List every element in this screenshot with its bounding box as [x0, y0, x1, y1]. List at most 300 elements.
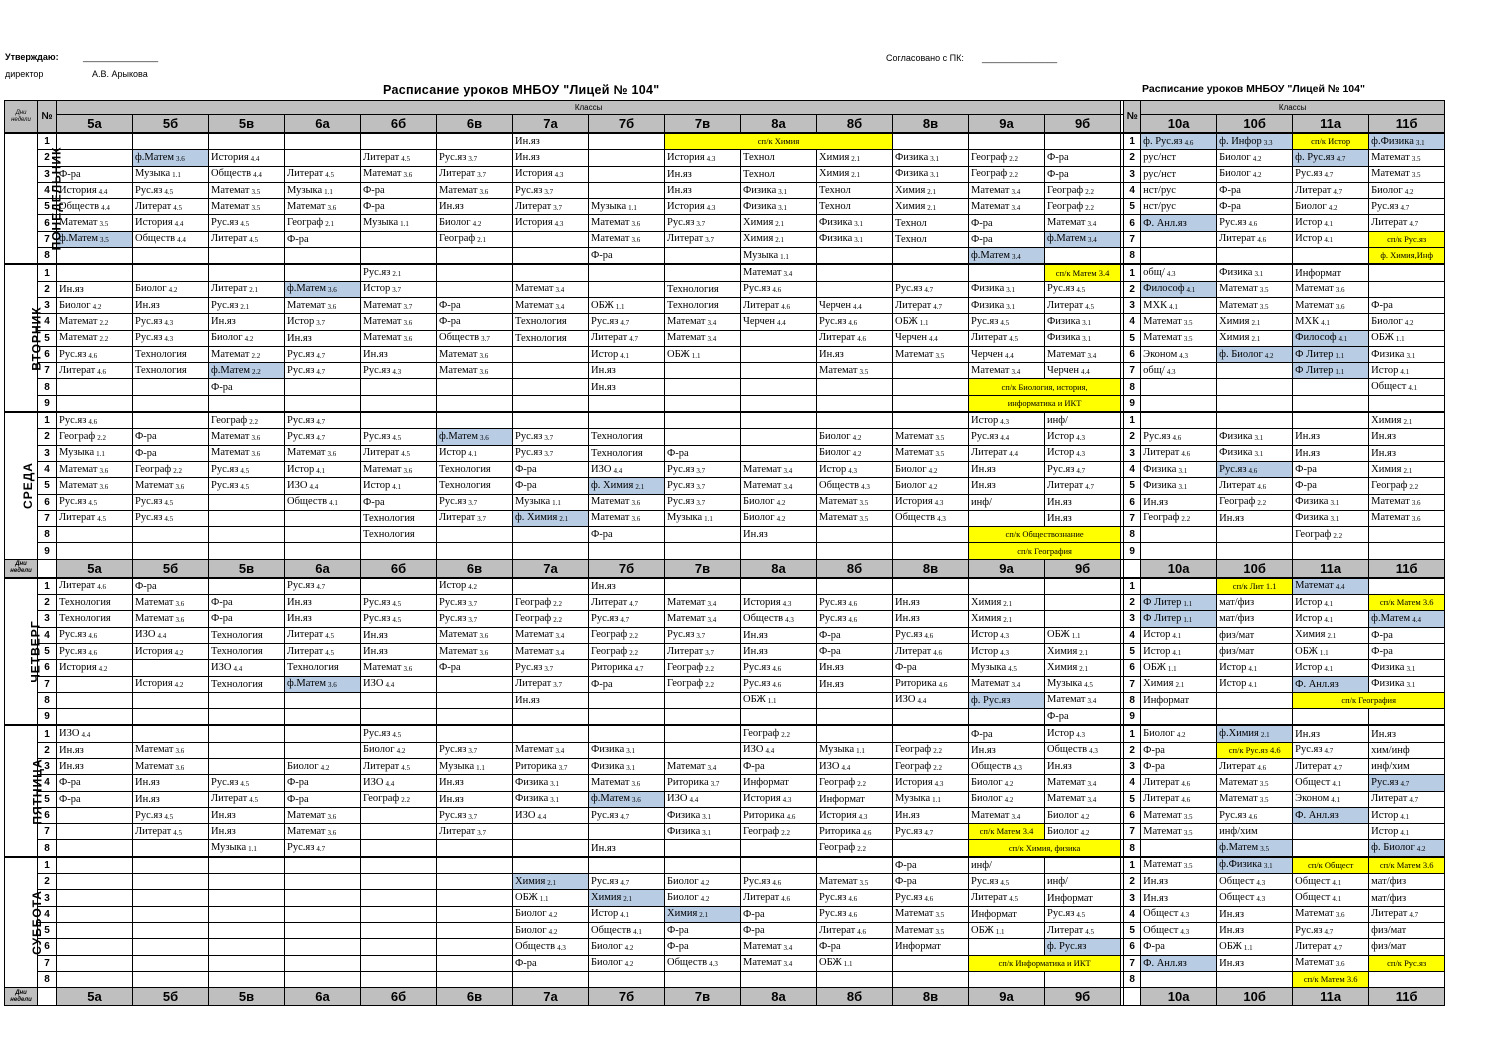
room-number: 4.2	[1404, 187, 1414, 196]
lesson-cell	[893, 906, 969, 922]
room-number: 4.6	[1257, 482, 1267, 491]
lesson-cell	[1369, 330, 1445, 346]
lesson-subject: Литерат	[1219, 233, 1256, 245]
lesson-subject: Биолог	[971, 793, 1003, 805]
room-number: 3.6	[327, 203, 337, 212]
class-header: 8а	[741, 988, 817, 1006]
lesson-subject: Литерат	[1219, 760, 1256, 772]
lesson-cell	[589, 182, 665, 198]
lesson-cell	[589, 660, 665, 676]
lesson-cell: ф. Рус.яз	[969, 692, 1045, 708]
lesson-cell	[513, 874, 589, 890]
lesson-subject: Рус.яз	[135, 332, 163, 344]
day-name	[5, 725, 45, 856]
lesson-subject: Истор	[1371, 809, 1399, 821]
lesson-cell	[1293, 758, 1369, 774]
room-number: 4.2	[1252, 171, 1262, 180]
lesson-subject: Биолог	[1219, 151, 1251, 163]
lesson-cell	[361, 692, 437, 708]
room-number: 4.6	[933, 648, 942, 657]
lesson-cell: Ф-ра	[1369, 643, 1445, 659]
room-number: 4.3	[554, 171, 564, 180]
lesson-subject: Рус.яз	[363, 728, 391, 740]
lesson-cell	[665, 758, 741, 774]
room-number: 2.2	[1181, 515, 1191, 524]
lesson-subject: Химия	[1047, 645, 1078, 657]
lesson-cell	[513, 709, 589, 726]
lesson-cell	[513, 643, 589, 659]
lesson-cell: Ф-ра	[893, 660, 969, 676]
lesson-number: 1	[1124, 264, 1141, 281]
lesson-number: 4	[38, 906, 57, 922]
lesson-cell	[741, 478, 817, 494]
lesson-subject: Истор	[1295, 217, 1323, 229]
room-number: 4.4	[777, 318, 786, 327]
lesson-cell	[1293, 775, 1369, 791]
lesson-subject: Математ	[819, 875, 858, 887]
room-number: 3.4	[783, 482, 793, 491]
lesson-cell: Ф-ра	[437, 660, 513, 676]
room-number: 2.2	[781, 731, 790, 740]
lesson-cell	[817, 824, 893, 840]
lesson-subject: Математ	[515, 299, 554, 311]
lesson-subject: Химия	[1219, 332, 1250, 344]
lesson-cell: Ин.яз	[1217, 955, 1293, 971]
lesson-subject: Рус.яз	[591, 809, 619, 821]
room-number: 3.7	[558, 763, 568, 772]
lesson-subject: ОБЖ	[667, 348, 690, 360]
class-header: 9а	[969, 988, 1045, 1006]
room-number: 3.5	[935, 351, 945, 360]
lesson-cell	[1045, 314, 1121, 330]
lesson-subject: Физика	[515, 793, 549, 805]
room-number: 3.5	[859, 515, 869, 524]
lesson-subject: Истор	[1143, 645, 1171, 657]
lesson-cell	[437, 264, 513, 281]
lesson-subject: ИЗО	[363, 776, 384, 788]
room-number: 2.2	[553, 615, 562, 624]
lesson-cell	[437, 281, 513, 297]
lesson-cell	[209, 775, 285, 791]
lesson-cell	[1293, 182, 1369, 198]
lesson-cell: Ф-ра	[133, 445, 209, 461]
lesson-subject: ф.Матем	[1219, 842, 1259, 854]
room-number: 4.5	[240, 466, 250, 475]
lesson-cell	[665, 676, 741, 692]
room-number: 4.6	[1181, 779, 1191, 788]
room-number: 4.4	[689, 796, 699, 805]
lesson-cell	[437, 890, 513, 906]
room-number: 4.3	[1180, 911, 1190, 920]
lesson-cell	[1369, 281, 1445, 297]
lesson-cell: Технология	[589, 429, 665, 445]
lesson-cell	[1293, 527, 1369, 543]
lesson-cell	[1045, 445, 1121, 461]
lesson-subject: ОБЖ	[1371, 332, 1394, 344]
lesson-subject: Географ	[743, 728, 780, 740]
room-number: 3.6	[403, 171, 413, 180]
lesson-cell	[133, 166, 209, 182]
lesson-cell: Ин.яз	[209, 314, 285, 330]
room-number: 3.6	[403, 335, 413, 344]
lesson-cell	[513, 857, 589, 874]
lesson-subject: ф.Матем	[591, 793, 631, 805]
lesson-cell	[57, 807, 133, 823]
room-number: 3.5	[1259, 286, 1269, 295]
lesson-subject: Рус.яз	[895, 825, 923, 837]
lesson-cell	[893, 314, 969, 330]
lesson-cell	[285, 922, 361, 938]
room-number: 4.6	[97, 367, 106, 376]
lesson-cell: Ф-ра	[285, 231, 361, 247]
room-number: 3.4	[1011, 203, 1021, 212]
lesson-cell	[741, 840, 817, 857]
lesson-subject: Рус.яз	[363, 596, 391, 608]
lesson-cell	[893, 775, 969, 791]
lesson-subject: Математ	[363, 299, 402, 311]
room-number: 4.1	[1248, 681, 1258, 690]
lesson-subject: Истор	[1219, 678, 1247, 690]
lesson-cell	[437, 248, 513, 265]
room-number: 4.7	[629, 335, 638, 344]
lesson-cell	[437, 494, 513, 510]
lesson-cell: Ин.яз	[665, 182, 741, 198]
lesson-cell	[1293, 611, 1369, 627]
lesson-cell	[437, 709, 513, 726]
lesson-cell	[285, 133, 361, 150]
room-number: 4.6	[924, 895, 934, 903]
lesson-subject: Математ	[591, 233, 630, 245]
lesson-cell	[361, 595, 437, 611]
room-number: 4.6	[772, 286, 782, 295]
room-number: 4.6	[97, 583, 106, 592]
room-number: 4.5	[325, 648, 334, 657]
lesson-subject: Ф Литер	[1143, 612, 1182, 624]
lesson-subject: Математ	[1371, 168, 1410, 180]
lesson-cell	[209, 199, 285, 215]
room-number: 3.1	[778, 203, 788, 212]
lesson-number: 8	[38, 971, 57, 987]
room-number: 4.3	[934, 779, 944, 788]
lesson-cell: Ф-ра	[741, 922, 817, 938]
lesson-cell	[893, 824, 969, 840]
lesson-subject: Литерат	[1371, 217, 1408, 229]
room-number: 2.1	[1003, 599, 1013, 608]
lesson-cell	[133, 874, 209, 890]
lesson-subject: ф.Матем	[287, 678, 327, 690]
lesson-subject: Истор	[1371, 364, 1399, 376]
lesson-subject: Математ	[667, 760, 706, 772]
lesson-subject: Рус.яз	[287, 430, 315, 442]
lesson-subject: Истор	[1295, 596, 1323, 608]
lesson-cell	[1141, 906, 1217, 922]
room-number: 4.5	[392, 731, 402, 740]
lesson-cell	[57, 510, 133, 526]
lesson-cell	[57, 297, 133, 313]
lesson-subject: ф. Рус.яз	[1295, 151, 1335, 163]
room-number: 2.1	[392, 270, 402, 279]
room-number: 4.3	[782, 796, 792, 805]
room-number: 4.5	[1009, 895, 1018, 903]
lesson-cell: Ин.яз	[1369, 429, 1445, 445]
room-number: 4.3	[554, 220, 564, 229]
lesson-subject: Биолог	[819, 430, 851, 442]
lesson-subject: Ф Литер	[1143, 596, 1182, 608]
lesson-cell: Ин.яз	[1369, 445, 1445, 461]
lesson-subject: Химия	[1371, 414, 1402, 426]
lesson-cell	[57, 955, 133, 971]
lesson-cell	[893, 692, 969, 708]
lesson-cell	[57, 692, 133, 708]
room-number: 4.1	[1400, 367, 1410, 376]
room-number: 4.4	[1412, 615, 1421, 624]
lesson-cell	[513, 595, 589, 611]
day-name	[5, 133, 64, 264]
lesson-cell	[1217, 346, 1293, 362]
room-number: 4.3	[706, 154, 716, 163]
lesson-cell	[969, 346, 1045, 362]
lesson-subject: ОБЖ	[1219, 940, 1242, 952]
room-number: 4.3	[1256, 878, 1266, 887]
lesson-subject: Математ	[819, 364, 858, 376]
room-number: 4.1	[620, 911, 629, 920]
class-header: 10а	[1141, 988, 1217, 1006]
lesson-subject: Ф Литер	[1295, 348, 1334, 360]
lesson-cell	[817, 461, 893, 477]
lesson-cell	[741, 955, 817, 971]
lesson-subject: Рус.яз	[439, 612, 467, 624]
lesson-cell: Ин.яз	[57, 742, 133, 758]
table-row	[5, 791, 1445, 807]
lesson-subject: Рус.яз	[135, 512, 163, 524]
lesson-cell	[589, 330, 665, 346]
lesson-cell	[1141, 133, 1217, 150]
room-number: 4.7	[1409, 220, 1419, 229]
lesson-subject: Математ	[667, 612, 706, 624]
lesson-subject: ИЗО	[591, 463, 612, 475]
room-number: 1.1	[767, 697, 777, 706]
lesson-number: 7	[38, 676, 57, 692]
lesson-cell	[437, 676, 513, 692]
lesson-subject: Математ	[59, 315, 98, 327]
lesson-cell	[513, 906, 589, 922]
lesson-cell	[969, 150, 1045, 166]
lesson-cell	[1293, 150, 1369, 166]
lesson-subject: Литерат	[515, 200, 552, 212]
room-number: 2.2	[1009, 154, 1018, 163]
lesson-cell	[893, 890, 969, 906]
lesson-cell	[513, 939, 589, 955]
room-number: 3.5	[859, 878, 869, 887]
lesson-number: 3	[1124, 611, 1141, 627]
room-number: 2.2	[1409, 482, 1419, 491]
class-header: 7б	[589, 115, 665, 134]
lesson-cell	[1141, 676, 1217, 692]
lesson-subject: Рус.яз	[591, 315, 619, 327]
lesson-subject: Математ	[515, 629, 554, 641]
lesson-cell: Ин.яз	[361, 643, 437, 659]
lesson-subject: Рус.яз	[1219, 217, 1247, 229]
lesson-cell	[893, 478, 969, 494]
lesson-number: 8	[1124, 692, 1141, 708]
lesson-cell: Ф-ра	[57, 791, 133, 807]
lesson-subject: ОБЖ	[1047, 629, 1070, 641]
lesson-number: 2	[1124, 281, 1141, 297]
lesson-cell	[57, 676, 133, 692]
room-number: 2.1	[325, 220, 334, 229]
lesson-subject: Физика	[819, 217, 853, 229]
lesson-cell	[209, 297, 285, 313]
lesson-cell	[1045, 281, 1121, 297]
class-header: 5в	[209, 988, 285, 1006]
lesson-number: 7	[38, 824, 57, 840]
room-number: 3.4	[555, 747, 565, 756]
lesson-subject: Математ	[591, 512, 630, 524]
lesson-cell	[209, 215, 285, 231]
lesson-cell	[1141, 248, 1217, 265]
room-number: 4.7	[1333, 763, 1343, 772]
lesson-number: 9	[1124, 543, 1141, 559]
lesson-subject: Математ	[439, 629, 478, 641]
room-number: 4.6	[938, 681, 948, 690]
lesson-cell: сп/к Обществознание	[969, 527, 1121, 543]
page-title-right: Расписание уроков МНБОУ "Лицей № 104"	[1142, 83, 1365, 95]
lesson-number: 2	[1124, 150, 1141, 166]
lesson-cell	[285, 264, 361, 281]
room-number: 4.3	[709, 960, 718, 969]
lesson-subject: Химия	[1047, 661, 1078, 673]
lesson-subject: Обществ	[439, 332, 480, 344]
lesson-cell	[1141, 363, 1217, 379]
lesson-cell: нст/рус	[1141, 199, 1217, 215]
lesson-cell	[133, 627, 209, 643]
room-number: 4.5	[401, 450, 410, 459]
lesson-subject: Рус.яз	[1371, 200, 1399, 212]
lesson-cell: Ф-ра	[589, 248, 665, 265]
lesson-subject: Рус.яз	[1295, 744, 1323, 756]
lesson-subject: История	[515, 168, 553, 180]
lesson-subject: Математ	[1143, 315, 1182, 327]
room-number: 3.5	[935, 927, 945, 936]
lesson-subject: Биолог	[59, 299, 91, 311]
lesson-subject: Математ	[971, 809, 1010, 821]
lesson-cell	[1293, 922, 1369, 938]
lesson-subject: Истор	[1295, 233, 1323, 245]
lesson-cell	[893, 166, 969, 182]
lesson-subject: Литерат	[59, 364, 96, 376]
lesson-cell	[513, 510, 589, 526]
lesson-subject: ОБЖ	[819, 957, 842, 969]
lesson-number: 5	[1124, 791, 1141, 807]
lesson-cell	[361, 330, 437, 346]
lesson-subject: Рус.яз	[819, 892, 847, 903]
lesson-cell: Ф-ра	[589, 676, 665, 692]
lesson-cell	[1045, 231, 1121, 247]
lesson-cell: мат/физ	[1369, 890, 1445, 906]
lesson-subject: Общест	[1219, 875, 1255, 887]
class-header: 10а	[1141, 115, 1217, 134]
lesson-cell	[665, 379, 741, 395]
lesson-cell	[437, 429, 513, 445]
room-number: 4.1	[1172, 648, 1182, 657]
lesson-cell	[285, 709, 361, 726]
lesson-cell: Ин.яз	[1141, 494, 1217, 510]
lesson-subject: История	[135, 678, 173, 690]
lesson-subject: Музыка	[971, 661, 1007, 673]
lesson-subject: Географ	[819, 842, 856, 854]
num-header	[1124, 559, 1141, 578]
lesson-cell	[665, 627, 741, 643]
room-number: 4.2	[1404, 318, 1414, 327]
lesson-cell: Ин.яз	[1045, 510, 1121, 526]
room-number: 2.2	[857, 779, 866, 788]
lesson-subject: Литерат	[1371, 908, 1408, 920]
lesson-subject: Математ	[895, 924, 934, 936]
lesson-subject: Биолог	[591, 957, 623, 969]
lesson-cell	[1045, 791, 1121, 807]
room-number: 4.4	[1000, 433, 1010, 442]
lesson-cell	[741, 807, 817, 823]
lesson-cell	[209, 166, 285, 182]
room-number: 3.6	[480, 433, 489, 442]
lesson-subject: Литерат	[1047, 299, 1084, 311]
lesson-cell: Ф-ра	[209, 595, 285, 611]
lesson-cell	[285, 627, 361, 643]
lesson-subject: ф. Химия	[591, 479, 634, 491]
room-number: 3.1	[778, 187, 788, 196]
room-number: 4.6	[772, 681, 782, 690]
table-row	[5, 231, 1445, 247]
lesson-cell	[1217, 874, 1293, 890]
lesson-subject: Истор	[363, 283, 391, 295]
lesson-cell	[1141, 660, 1217, 676]
lesson-cell	[589, 281, 665, 297]
lesson-cell	[969, 248, 1045, 265]
lesson-subject: Химия	[515, 875, 546, 887]
lesson-subject: Математ	[1371, 496, 1410, 508]
lesson-cell: Ин.яз	[513, 150, 589, 166]
lesson-number: 7	[38, 231, 57, 247]
lesson-cell	[1293, 791, 1369, 807]
lesson-subject: Математ	[971, 200, 1010, 212]
lesson-subject: Истор	[287, 463, 315, 475]
lesson-subject: Рус.яз	[135, 809, 163, 821]
lesson-subject: Биолог	[287, 760, 319, 772]
lesson-cell	[513, 182, 589, 198]
lesson-subject: Математ	[591, 496, 630, 508]
lesson-subject: Риторика	[819, 825, 861, 837]
lesson-cell: Ин.яз	[437, 199, 513, 215]
lesson-subject: История	[743, 596, 781, 608]
lesson-subject: Истор	[439, 580, 467, 592]
lesson-cell	[57, 709, 133, 726]
lesson-cell	[1217, 758, 1293, 774]
table-row	[5, 510, 1445, 526]
class-header: 6а	[285, 559, 361, 578]
lesson-subject: Рус.яз	[211, 463, 239, 475]
lesson-subject: Рус.яз	[1371, 776, 1399, 788]
lesson-cell	[1141, 330, 1217, 346]
room-number: 4.3	[1013, 763, 1022, 772]
lesson-cell: Ф-ра	[1045, 709, 1121, 726]
lesson-subject: Литерат	[743, 892, 780, 903]
room-number: 4.5	[1076, 911, 1086, 920]
lesson-cell	[513, 775, 589, 791]
room-number: 2.1	[851, 171, 861, 180]
lesson-cell: Информат	[1141, 692, 1217, 708]
table-row	[5, 199, 1445, 215]
lesson-cell	[893, 510, 969, 526]
